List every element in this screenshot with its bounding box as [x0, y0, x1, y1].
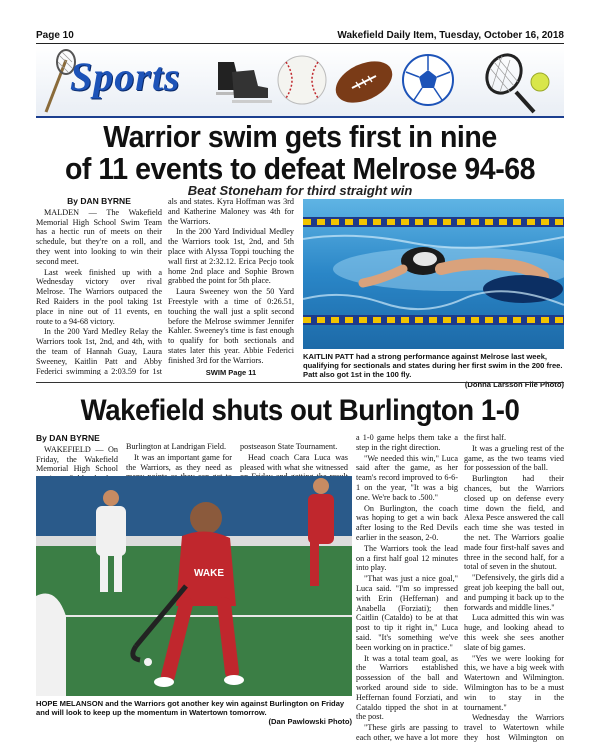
story2-paragraph: WAKEFIELD — On Friday, the Wakefield Memorial High School: [36, 444, 118, 474]
running-header: [36, 30, 564, 44]
story2-paragraph: On Burlington, the coach was hoping to get a win back after losing to the Red Devils earlier in the season, 2-0.: [356, 503, 458, 542]
jump-line: SWIM Page 11: [205, 368, 257, 377]
svg-text:WAKE: WAKE: [194, 568, 224, 579]
story1-paragraph: Last week finished up with a Wednesday victory over rival Melrose. The Warriors outpaced the Red Raiders in the pool taking 1st place in nine out of 11 events, en route to a 94-68 victory.: [36, 267, 162, 326]
lane-rope-top: [303, 217, 564, 227]
story2-paragraph: postseason State Tournament.: [240, 442, 338, 451]
photo-credit: (Donna Larsson File Photo): [464, 379, 564, 389]
story2-paragraph: "Defensively, the girls did a great job keeping the ball out, and pumping it back up to the forwards and middle lines.": [464, 573, 564, 612]
story2-paragraph: Wednesday the Warriors travel to Watertown while they host Wilmington on: [464, 713, 564, 742]
story2-byline: By DAN BYRNE: [36, 433, 100, 443]
page-number: Page 10: [36, 30, 74, 41]
story2-paragraph: It was an important game for the Warriors, as they need as: [126, 452, 232, 472]
paper-date: Wakefield Daily Item, Tuesday, October 16, 2018: [337, 30, 564, 41]
story1-subhead: Beat Stoneham for third straight win: [187, 183, 413, 198]
field-hockey-photo: [36, 476, 352, 696]
lane-rope-bottom: [303, 315, 564, 325]
caption-text: KAITLIN PATT had a strong performance against Melrose last week, qualifying for sectionals and states during her first swim in the 200 free. Patt also got 1st in the 100 fly.: [303, 352, 563, 380]
football-icon: [329, 53, 399, 111]
story2-paragraph: "That was just a nice goal," Luca said. "I'm so impressed with Erin (Heffernan) and Anabella (Forziati); then Caitlin (Cataldo) to be at that post to tip it right in," Luca said. "It's something we've been working on in practice.": [356, 574, 458, 652]
story2-column-5: [464, 433, 564, 743]
story1-paragraph: In the 200 Yard Medley Relay the Warriors took 1st, 2nd, and 4th, with the team of Hannah Guay, Laura Sweeney, Kaitlin Patt and Abby Federici swimming a 2:03.59 for 1st: [36, 327, 162, 375]
baseball-icon: [278, 56, 326, 104]
caption-text: HOPE MELANSON and the Warriors got another key win against Burlington on Friday and will look to keep up the momentum in Watertown tomorrow.: [36, 699, 345, 718]
story2-paragraph: "These girls are passing to each other, we have a lot more: [356, 723, 458, 742]
story1-paragraph: In the 200 Yard Individual Medley the Warriors took 1st, 2nd, and 5th place with Alyssa Toppi touching the wall first at 2:32.12. Erica Pecjo took home 2nd place and Sophie Brown grabbed the point for 5th place.: [168, 227, 294, 286]
story2-paragraph: It was a total team goal, as the Warriors established possession of the ball and worked around side to side. Heffernan found Forziati, and Cataldo tipped the shot in at the post.: [356, 653, 458, 722]
story2-paragraph: Burlington at Landrigan Field.: [126, 442, 227, 451]
story2-paragraph: It was a grueling rest of the game, as the two teams vied for possession of the ball.: [464, 443, 564, 473]
story1-column-2: [168, 197, 294, 367]
swim-photo: [303, 199, 564, 349]
story2-paragraph: a 1-0 game helps them take a step in the right direction.: [356, 433, 458, 452]
section-title: Sports: [70, 54, 181, 99]
story2-paragraph: "We needed this win," Luca said after the game, as her team's record improved to 6-6-1 on the year, "It was a big one. We're back to .500.": [356, 453, 458, 502]
story1-paragraph: als and states. Kyra Hoffman was 3rd and Katherine Maloney was 4th for the Warriors.: [168, 197, 294, 226]
story2-paragraph: The Warriors took the lead on a first half goal 12 minutes into play.: [356, 543, 458, 573]
story1-paragraph: MALDEN — The Wakefield Memorial High School Swim Team has a hectic run of meets on their schedule, but they're on a roll, and they went into looking to win their second meet.: [36, 207, 162, 266]
story2-paragraph: Luca admitted this win was huge, and looking ahead to this week she sees another slate of big games.: [464, 613, 564, 652]
story1-headline-line2: of 11 events to defeat Melrose 94-68: [64, 151, 536, 186]
swim-photo-caption: [303, 352, 564, 389]
story1-headline-line1: Warrior swim gets first in nine: [103, 119, 497, 154]
story2-paragraph: "Yes we were looking for this, we have a big week with Watertown and Wilmington. Wilmington has to be a must win to stay in the tournament.": [464, 653, 564, 712]
story2-paragraph: Burlington had their chances, but the Warriors closed up on defense every time down the field, and Alexa Pesce answered the call each time she was tested in the net. The Warriors goalie made four first-half saves and three in the second half, for a total of seven in the shutout.: [464, 474, 564, 572]
story1-paragraph: Laura Sweeney won the 50 Yard Freestyle with a time of 0:26.51, touching the wall just a split second before the Melrose swimmer Jennifer Kahler. Sweeney's time is fast enough to qualify for both sectionals and states later this year. Abbie Federici finished 3rd for the Warriors.: [168, 287, 294, 365]
story2-paragraph: the first half.: [464, 433, 507, 442]
tennis-racket-icon: [480, 49, 549, 112]
story2-headline: Wakefield shuts out Burlington 1-0: [80, 394, 520, 427]
soccer-ball-icon: [403, 55, 453, 105]
story1-column-1: [36, 197, 162, 375]
story2-column-4: [356, 433, 458, 743]
story2-paragraph: Head coach Cara Luca was pleased with what she witnessed: [240, 452, 348, 472]
ice-skates-icon: [216, 62, 272, 103]
story1-byline: By DAN BYRNE: [67, 197, 131, 206]
field-hockey-caption: [36, 699, 352, 727]
photo-credit: (Dan Pawlowski Photo): [268, 717, 352, 727]
player-foreground-left: [36, 594, 66, 697]
